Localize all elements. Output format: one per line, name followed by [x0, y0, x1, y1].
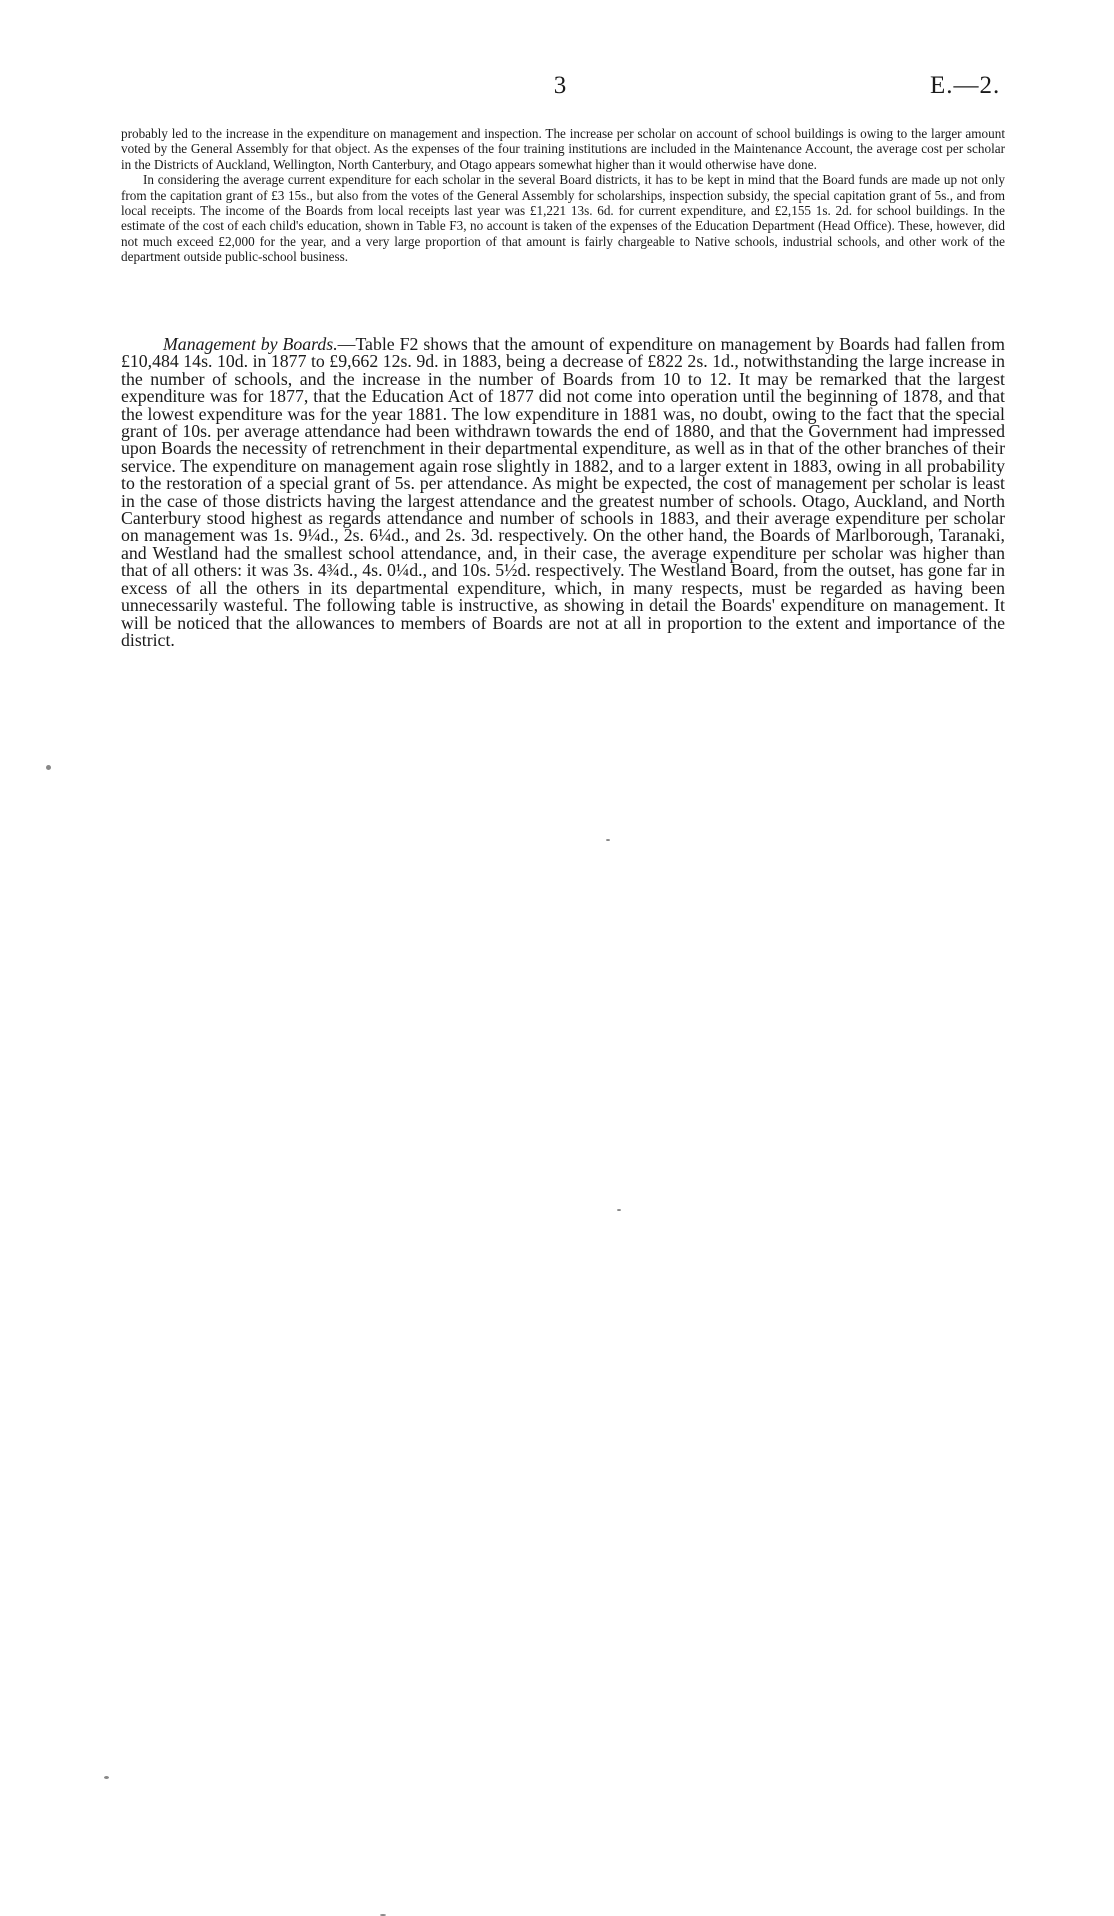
- page-number: 3: [553, 72, 567, 99]
- paragraph-continuation: probably led to the increase in the expenditure on management and inspection. The increase per scholar on account of school buildings is owing to the larger amount voted by the General Assembly for that object. As the expenses of the four training institutions are included in the Maintenance Account, the average cost per scholar in the Districts of Auckland, Wellington, North Canterbury, and Otago appears somewhat higher than it would otherwise have done.: [121, 126, 1005, 172]
- section-heading: Management by Boards.: [163, 334, 338, 354]
- management-section: [121, 336, 1005, 649]
- scan-speck: [104, 1776, 109, 1779]
- document-code: E.—2.: [930, 72, 1001, 99]
- management-paragraph: [121, 336, 1005, 649]
- section-body: —Table F2 shows that the amount of expenditure on management by Boards had fallen from £10,484 14s. 10d. in 1877 to £9,662 12s. 9d. in 1883, being a decrease of £822 2s. 1d., notwithstanding the large increase in the number of schools, and the increase in the number of Boards from 10 to 12. It may be remarked that the largest expenditure was for 1877, that the Education Act of 1877 did not come into operation until the beginning of 1878, and that the lowest expenditure was for the year 1881. The low expenditure in 1881 was, no doubt, owing to the fact that the special grant of 10s. per average attendance had been withdrawn towards the end of 1880, and that the Government had impressed upon Boards the necessity of retrenchment in their departmental expenditure, as well as in that of the other branches of their service. The expenditure on management again rose slightly in 1882, and to a larger extent in 1883, owing in all probability to the restoration of a special grant of 5s. per attendance. As might be expected, the cost of management per scholar is least in the case of those districts having the largest attendance and the greatest number of schools. Otago, Auckland, and North Canterbury stood highest as regards attendance and number of schools in 1883, and their average expenditure per scholar on management was 1s. 9¼d., 2s. 6¼d., and 2s. 3d. respectively. On the other hand, the Boards of Marlborough, Taranaki, and Westland had the smallest school attendance, and, in their case, the average expenditure per scholar was higher than that of all others: it was 3s. 4¾d., 4s. 0¼d., and 10s. 5½d. respectively. The Westland Board, from the outset, has gone far in excess of all the others in its departmental expenditure, which, in many respects, must be regarded as having been unnecessarily wasteful. The following table is instructive, as showing in detail the Boards' expenditure on management. It will be noticed that the allowances to members of Boards are not at all in proportion to the extent and importance of the district.: [121, 334, 1005, 650]
- paragraph-average-expenditure: In considering the average current expenditure for each scholar in the several Board districts, it has to be kept in mind that the Board funds are made up not only from the capitation grant of £3 15s., but also from the votes of the General Assembly for scholarships, inspection subsidy, the special capitation grant of 5s., and from local receipts. The income of the Boards from local receipts last year was £1,221 13s. 6d. for current expenditure, and £2,155 1s. 2d. for school buildings. In the estimate of the cost of each child's education, shown in Table F3, no account is taken of the expenses of the Education Department (Head Office). These, however, did not much exceed £2,000 for the year, and a very large proportion of that amount is fairly chargeable to Native schools, industrial schools, and other work of the department outside public-school business.: [121, 172, 1005, 265]
- scan-speck: [617, 1209, 621, 1211]
- scan-speck: [46, 765, 51, 770]
- scan-speck: [606, 839, 610, 841]
- small-print-section: [121, 126, 1005, 265]
